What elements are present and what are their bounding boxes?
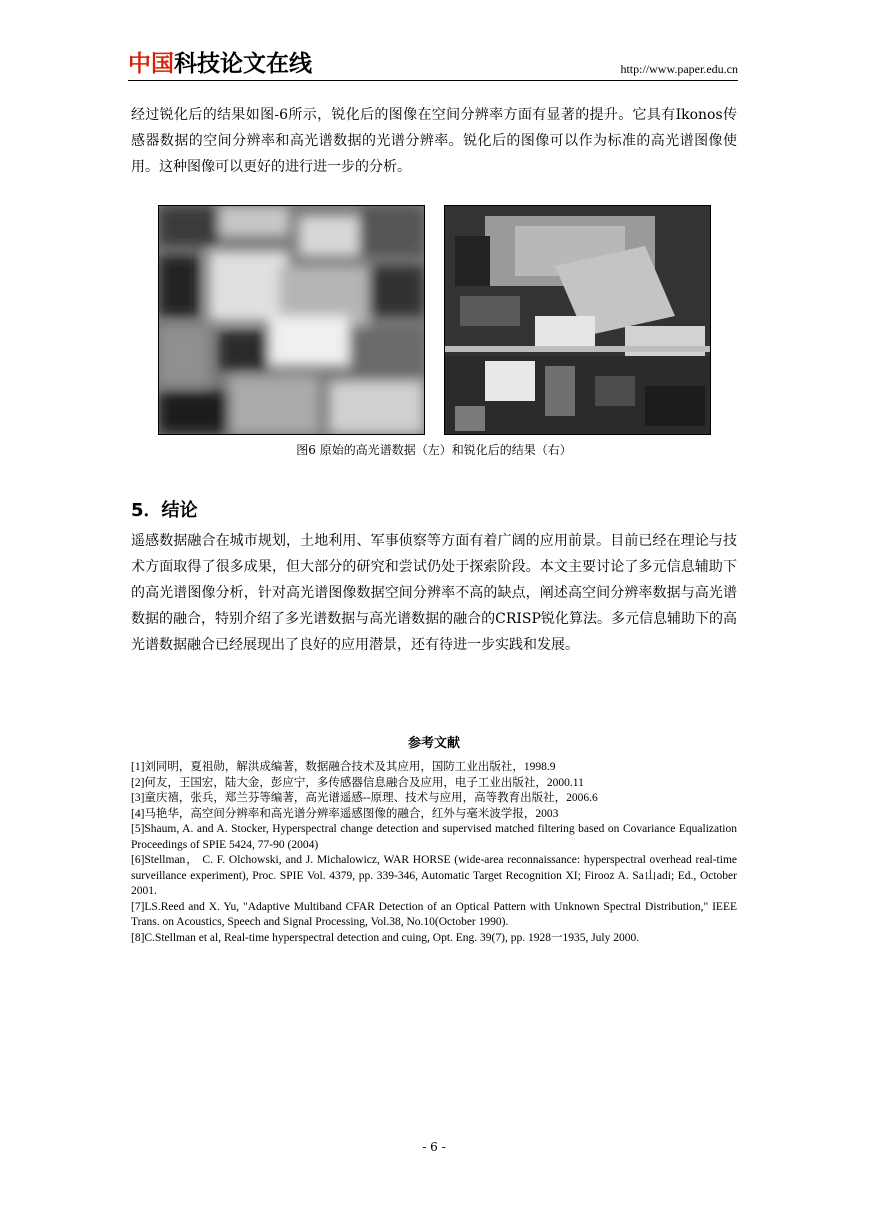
references-list bbox=[131, 760, 737, 946]
section-title: 5．结论 bbox=[131, 500, 198, 521]
reference-item: [5]Shaum, A. and A. Stocker, Hyperspectral change detection and supervised matched filtering based on Covariance Equalization Proceedings of SPIE 5424, 77-90 (2004) bbox=[131, 823, 737, 851]
conclusion-paragraph: 遥感数据融合在城市规划，土地利用、军事侦察等方面有着广阔的应用前景。目前已经在理论与技术方面取得了很多成果，但大部分的研究和尝试仍处于探索阶段。本文主要讨论了多元信息辅助下的高光谱图像分析，针对高光谱图像数据空间分辨率不高的缺点，阐述高空间分辨率数据与高光谱数据的融合，特别介绍了多光谱数据与高光谱数据的融合的CRISP锐化算法。多元信息辅助下的高光谱数据融合已经展现出了良好的应用潜景，还有待进一步实践和发展。 bbox=[131, 533, 737, 653]
intro-paragraph: 经过锐化后的结果如图-6所示，锐化后的图像在空间分辨率方面有显著的提升。它具有Ikonos传感器数据的空间分辨率和高光谱数据的光谱分辨率。锐化后的图像可以作为标准的高光谱图像使用。这种图像可以更好的进行进一步的分析。 bbox=[131, 107, 737, 175]
figure-original-hyperspectral bbox=[158, 205, 425, 435]
references-title: 参考文献 bbox=[407, 736, 460, 751]
page-number: - 6 - bbox=[422, 1140, 446, 1154]
reference-item: [2]何友，王国宏，陆大金，彭应宁，多传感器信息融合及应用，电子工业出版社，2000.11 bbox=[131, 776, 584, 789]
reference-item: [4]马艳华，高空间分辨率和高光谱分辨率遥感图像的融合，红外与毫米波学报，2003 bbox=[131, 807, 559, 820]
reference-item: [1]刘同明，夏祖勋，解洪成编著，数据融合技术及其应用，国防工业出版社，1998.9 bbox=[131, 761, 556, 773]
page-header bbox=[128, 50, 738, 81]
figure-caption: 图6 原始的高光谱数据（左）和锐化后的结果（右） bbox=[296, 443, 572, 457]
reference-item: [6]Stellman， C. F. Olchowski, and J. Michalowicz, WAR HORSE (wide-area reconnaissance: hyperspectral overhead real-time surveillance experiment), Proc. SPIE Vol. 4379, pp. 339-346, Automatic Target Recognition XI; Firooz A. Sa山adi; Ed., October 2001. bbox=[131, 854, 737, 897]
figure-sharpened-result bbox=[444, 205, 711, 435]
site-url[interactable]: http://www.paper.edu.cn bbox=[620, 62, 738, 76]
site-logo: 中国科技论文在线 bbox=[128, 51, 312, 77]
reference-item: [7]LS.Reed and X. Yu, "Adaptive Multiband CFAR Detection of an Optical Pattern with Unknown Spectral Distribution," IEEE Trans. on Acoustics, Speech and Signal Processing, Vol.38, No.10(October 1990). bbox=[131, 900, 737, 928]
reference-item: [3]童庆禧，张兵，郑兰芬等编著，高光谱遥感--原理、技术与应用，高等教育出版社，2006.6 bbox=[131, 792, 598, 804]
reference-item: [8]C.Stellman et al, Real-time hyperspectral detection and cuing, Opt. Eng. 39(7), pp. 1928一1935, July 2000. bbox=[131, 931, 640, 944]
